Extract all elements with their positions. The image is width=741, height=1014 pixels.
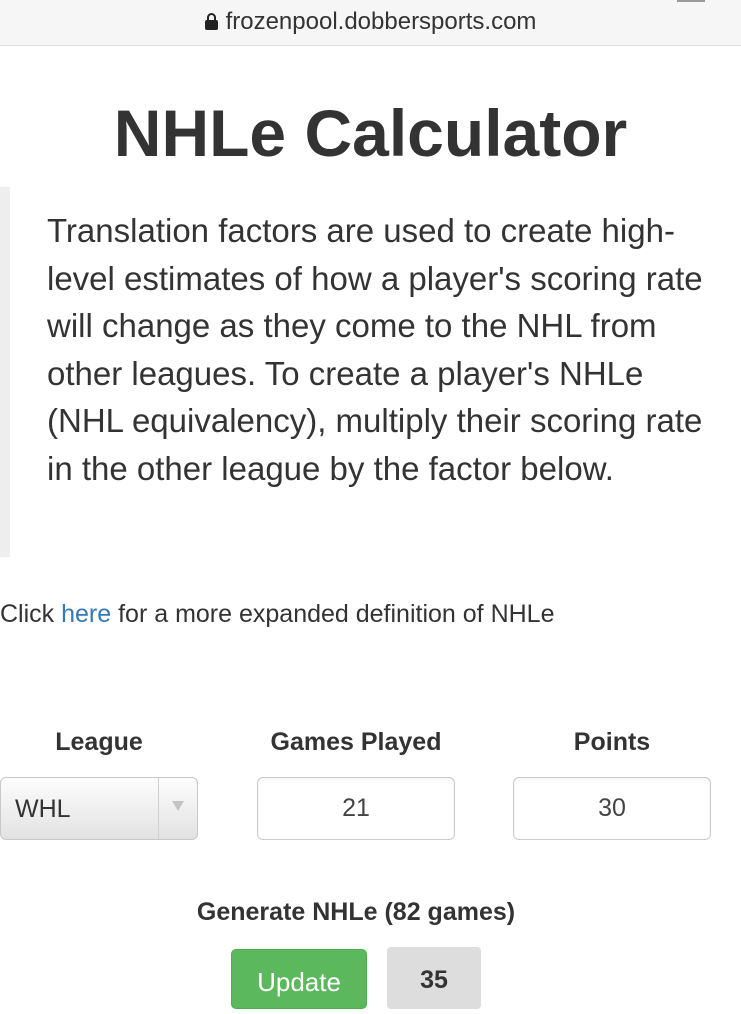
- tab-grabber: [677, 0, 705, 2]
- url-display[interactable]: [0, 8, 741, 36]
- points-input[interactable]: 30: [513, 777, 711, 840]
- league-label: League: [55, 728, 143, 756]
- generate-nhle-label: Generate NHLe (82 games): [196, 898, 516, 926]
- definition-line: [0, 600, 554, 629]
- url-text: frozenpool.dobbersports.com: [225, 8, 537, 35]
- dropdown-arrow-icon: [172, 801, 184, 811]
- browser-url-bar[interactable]: [0, 0, 741, 46]
- lock-icon: [205, 13, 218, 30]
- page-title: NHLe Calculator: [113, 96, 628, 170]
- click-suffix: for a more expanded definition of NHLe: [111, 600, 555, 628]
- games-played-input[interactable]: 21: [257, 777, 455, 840]
- games-played-label: Games Played: [270, 728, 442, 756]
- description-blockquote: [0, 187, 741, 557]
- league-select[interactable]: [0, 777, 198, 840]
- description-text: Translation factors are used to create high-level estimates of how a player's scoring rate will change as they come to the NHL from other leagues. To create a player's NHLe (NHL equivalency), multiply their scoring rate in the other league by the factor below.: [47, 212, 703, 487]
- click-prefix: Click: [0, 600, 62, 628]
- dropdown-arrow-box: [158, 778, 197, 839]
- points-label: Points: [573, 728, 651, 756]
- here-link[interactable]: here: [61, 600, 112, 628]
- nhle-result: 35: [387, 947, 481, 1009]
- update-button[interactable]: Update: [231, 949, 367, 1009]
- league-select-value: WHL: [15, 795, 71, 823]
